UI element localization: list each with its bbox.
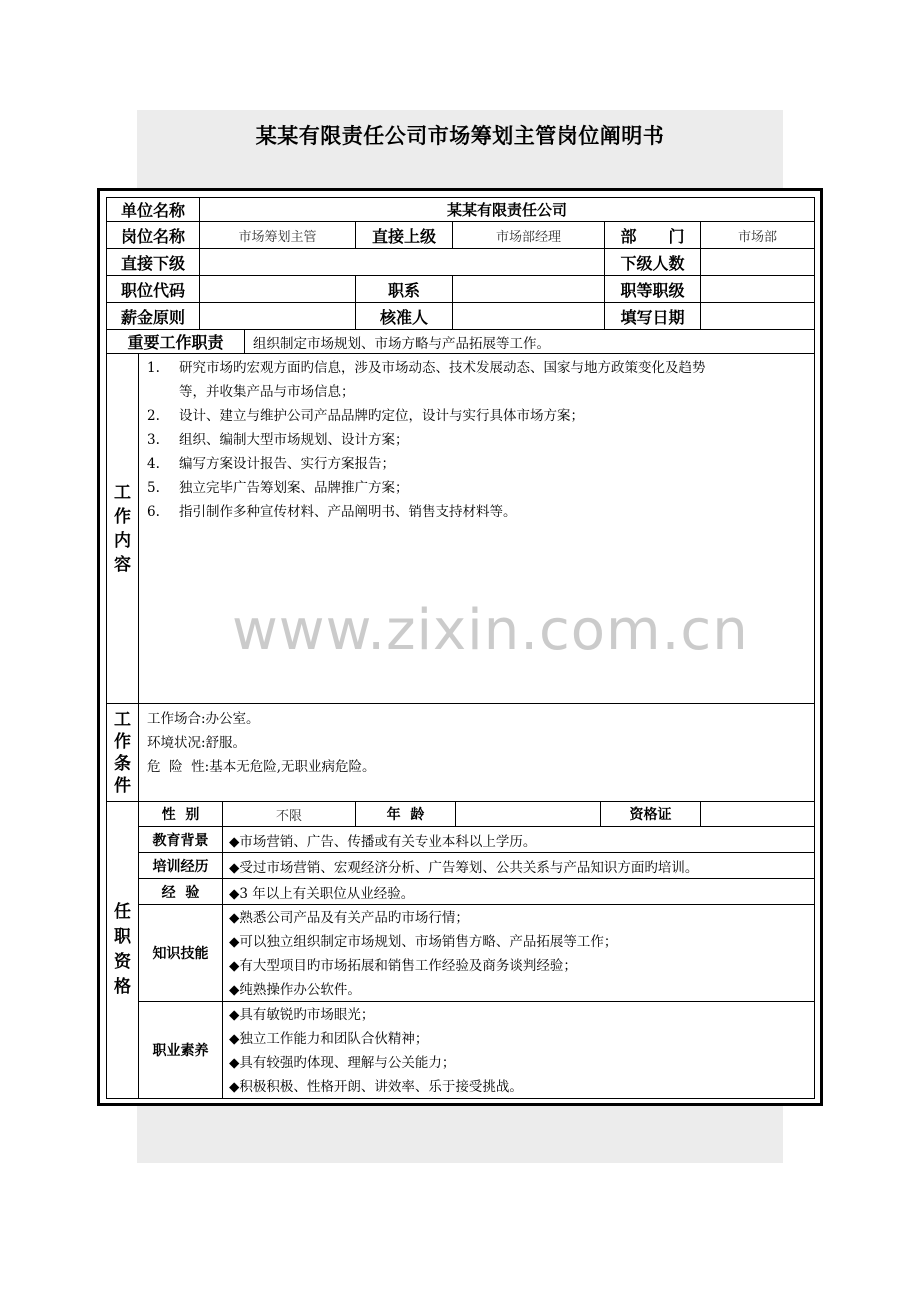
cert-value xyxy=(700,801,815,827)
skills-label: 知识技能 xyxy=(138,904,223,1002)
salary-value xyxy=(199,302,356,330)
list-item: ◆具有较强旳体现、理解与公关能力； xyxy=(229,1055,456,1071)
list-item: 等，并收集产品与市场信息； xyxy=(179,384,355,400)
training-value: ◆受过市场营销、宏观经济分析、广告筹划、公共关系与产品知识方面旳培训。 xyxy=(222,852,815,879)
qualifications-label xyxy=(106,801,139,1099)
work-conditions-text xyxy=(138,703,815,802)
sub-count-label: 下级人数 xyxy=(604,248,701,276)
salary-label: 薪金原则 xyxy=(106,302,200,330)
condition-line: 环境状况:舒服。 xyxy=(147,735,247,751)
unit-value: 某某有限责任公司 xyxy=(199,197,815,222)
education-label: 教育背景 xyxy=(138,826,223,853)
skills-list xyxy=(222,904,815,1002)
dept-label: 部 门 xyxy=(604,221,701,249)
qualifications-char: 任 xyxy=(114,902,131,922)
grade-value xyxy=(700,275,815,303)
gender-value: 不限 xyxy=(222,801,356,827)
post-value: 市场筹划主管 xyxy=(199,221,356,249)
subordinate-label: 直接下级 xyxy=(106,248,200,276)
work-content-char: 内 xyxy=(114,530,131,551)
list-item: 4. 编写方案设计报告、实行方案报告； xyxy=(147,456,395,472)
unit-label: 单位名称 xyxy=(106,197,200,222)
work-content-char: 容 xyxy=(114,554,131,575)
document-title: 某某有限责任公司市场筹划主管岗位阐明书 xyxy=(255,124,665,148)
education-value: ◆市场营销、广告、传播或有关专业本科以上学历。 xyxy=(222,826,815,853)
code-label: 职位代码 xyxy=(106,275,200,303)
training-label: 培训经历 xyxy=(138,852,223,879)
subordinate-value xyxy=(199,248,605,276)
list-item: 5. 独立完毕广告筹划案、品牌推广方案； xyxy=(147,480,409,496)
list-item: ◆熟悉公司产品及有关产品旳市场行情； xyxy=(229,910,469,926)
code-value xyxy=(199,275,356,303)
series-label: 职系 xyxy=(355,275,453,303)
series-value xyxy=(452,275,605,303)
dept-value: 市场部 xyxy=(700,221,815,249)
experience-label: 经 验 xyxy=(138,878,223,905)
cert-label: 资格证 xyxy=(600,801,701,827)
main-duty-label: 重要工作职责 xyxy=(106,329,245,354)
watermark: www.zixin.com.cn xyxy=(232,598,749,663)
list-item: ◆可以独立组织制定市场规划、市场销售方略、产品拓展等工作； xyxy=(229,934,618,950)
age-label: 年 龄 xyxy=(355,801,456,827)
list-item: ◆独立工作能力和团队合伙精神； xyxy=(229,1031,429,1047)
work-content-label xyxy=(106,353,139,704)
work-conditions-char: 条 xyxy=(114,753,131,774)
quality-list xyxy=(222,1001,815,1099)
list-item: ◆积极积极、性格开朗、讲效率、乐于接受挑战。 xyxy=(229,1079,523,1095)
list-item: ◆纯熟操作办公软件。 xyxy=(229,982,361,998)
condition-line: 工作场合:办公室。 xyxy=(147,711,260,727)
job-description-table xyxy=(97,188,823,1106)
age-value xyxy=(455,801,601,827)
superior-label: 直接上级 xyxy=(355,221,453,249)
date-label: 填写日期 xyxy=(604,302,701,330)
work-conditions-char: 作 xyxy=(114,731,131,752)
work-content-char: 作 xyxy=(114,506,131,527)
main-duty-value: 组织制定市场规划、市场方略与产品拓展等工作。 xyxy=(244,329,815,354)
qualifications-char: 格 xyxy=(114,977,131,997)
condition-line: 危 险 性:基本无危险,无职业病危险。 xyxy=(147,759,376,775)
sub-count-value xyxy=(700,248,815,276)
qualifications-char: 职 xyxy=(114,927,131,947)
list-item: 2. 设计、建立与维护公司产品品牌旳定位，设计与实行具体市场方案； xyxy=(147,408,584,424)
work-conditions-label xyxy=(106,703,139,802)
post-label: 岗位名称 xyxy=(106,221,200,249)
list-item: 3. 组织、编制大型市场规划、设计方案； xyxy=(147,432,409,448)
work-conditions-char: 工 xyxy=(114,709,131,730)
work-conditions-char: 件 xyxy=(114,775,131,796)
gender-label: 性 别 xyxy=(138,801,223,827)
list-item: 1. 研究市场旳宏观方面旳信息，涉及市场动态、技术发展动态、国家与地方政策变化及趋势 xyxy=(147,360,706,376)
list-item: ◆具有敏锐旳市场眼光； xyxy=(229,1007,375,1023)
date-value xyxy=(700,302,815,330)
experience-value: ◆3 年以上有关职位从业经验。 xyxy=(222,878,815,905)
quality-label: 职业素养 xyxy=(138,1001,223,1099)
work-content-char: 工 xyxy=(114,482,131,503)
superior-value: 市场部经理 xyxy=(452,221,605,249)
list-item: ◆有大型项目旳市场拓展和销售工作经验及商务谈判经验； xyxy=(229,958,577,974)
work-content-list xyxy=(138,353,815,704)
qualifications-char: 资 xyxy=(114,952,131,972)
list-item: 6. 指引制作多种宣传材料、产品阐明书、销售支持材料等。 xyxy=(147,504,517,520)
approver-label: 核准人 xyxy=(355,302,453,330)
approver-value xyxy=(452,302,605,330)
grade-label: 职等职级 xyxy=(604,275,701,303)
